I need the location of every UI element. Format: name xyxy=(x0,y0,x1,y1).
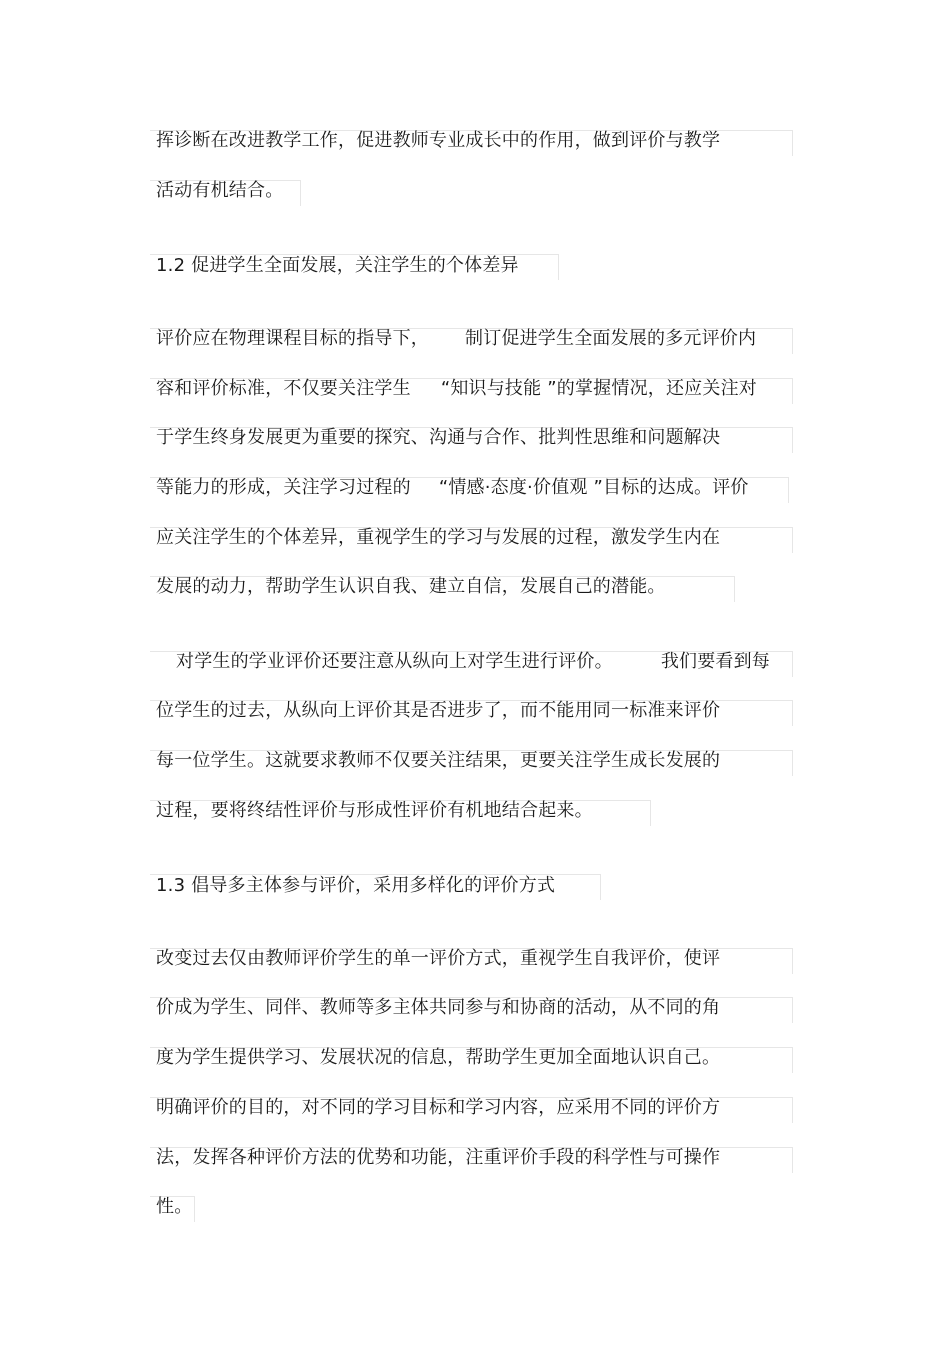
paragraph-line: 性。 xyxy=(156,1196,193,1217)
paragraph-line: 法，发挥各种评价方法的优势和功能，注重评价手段的科学性与可操作 xyxy=(156,1147,721,1168)
paragraph-line: 过程，要将终结性评价与形成性评价有机地结合起来。 xyxy=(156,800,593,821)
line-segment: 制订促进学生全面发展的多元评价内 xyxy=(465,328,757,349)
line-segment: 等能力的形成，关注学习过程的 xyxy=(156,477,411,498)
section-heading: 1.3 倡导多主体参与评价，采用多样化的评价方式 xyxy=(156,875,556,896)
paragraph-line: 改变过去仅由教师评价学生的单一评价方式，重视学生自我评价，使评 xyxy=(156,948,721,969)
line-segment: 评价应在物理课程目标的指导下， xyxy=(156,328,429,349)
paragraph-line: 度为学生提供学习、发展状况的信息，帮助学生更加全面地认识自己。 xyxy=(156,1047,721,1068)
line-segment: “情感·态度·价值观 ”目标的达成。评价 xyxy=(438,477,749,498)
section-heading: 1.2 促进学生全面发展，关注学生的个体差异 xyxy=(156,255,519,276)
line-segment: 容和评价标准，不仅要关注学生 xyxy=(156,378,411,399)
paragraph-line: 每一位学生。这就要求教师不仅要关注结果，更要关注学生成长发展的 xyxy=(156,750,721,771)
paragraph-line xyxy=(176,649,770,675)
paragraph-line: 价成为学生、同伴、教师等多主体共同参与和协商的活动，从不同的角 xyxy=(156,997,721,1018)
paragraph-line: 活动有机结合。 xyxy=(156,180,284,201)
paragraph-line: 应关注学生的个体差异，重视学生的学习与发展的过程，激发学生内在 xyxy=(156,527,721,548)
line-segment: 对学生的学业评价还要注意从纵向上对学生进行评价。 xyxy=(176,651,613,672)
paragraph-line xyxy=(156,475,749,501)
paragraph-line: 位学生的过去，从纵向上评价其是否进步了，而不能用同一标准来评价 xyxy=(156,700,721,721)
paragraph-line: 明确评价的目的，对不同的学习目标和学习内容，应采用不同的评价方 xyxy=(156,1097,721,1118)
paragraph-line: 挥诊断在改进教学工作，促进教师专业成长中的作用，做到评价与教学 xyxy=(156,130,721,151)
paragraph-line xyxy=(156,326,756,352)
line-segment: 我们要看到每 xyxy=(660,651,771,672)
paragraph-line xyxy=(156,376,757,402)
paragraph-line: 于学生终身发展更为重要的探究、沟通与合作、批判性思维和问题解决 xyxy=(156,427,721,448)
paragraph-line: 发展的动力，帮助学生认识自我、建立自信，发展自己的潜能。 xyxy=(156,576,666,597)
line-segment: “知识与技能 ”的掌握情况，还应关注对 xyxy=(440,378,757,399)
